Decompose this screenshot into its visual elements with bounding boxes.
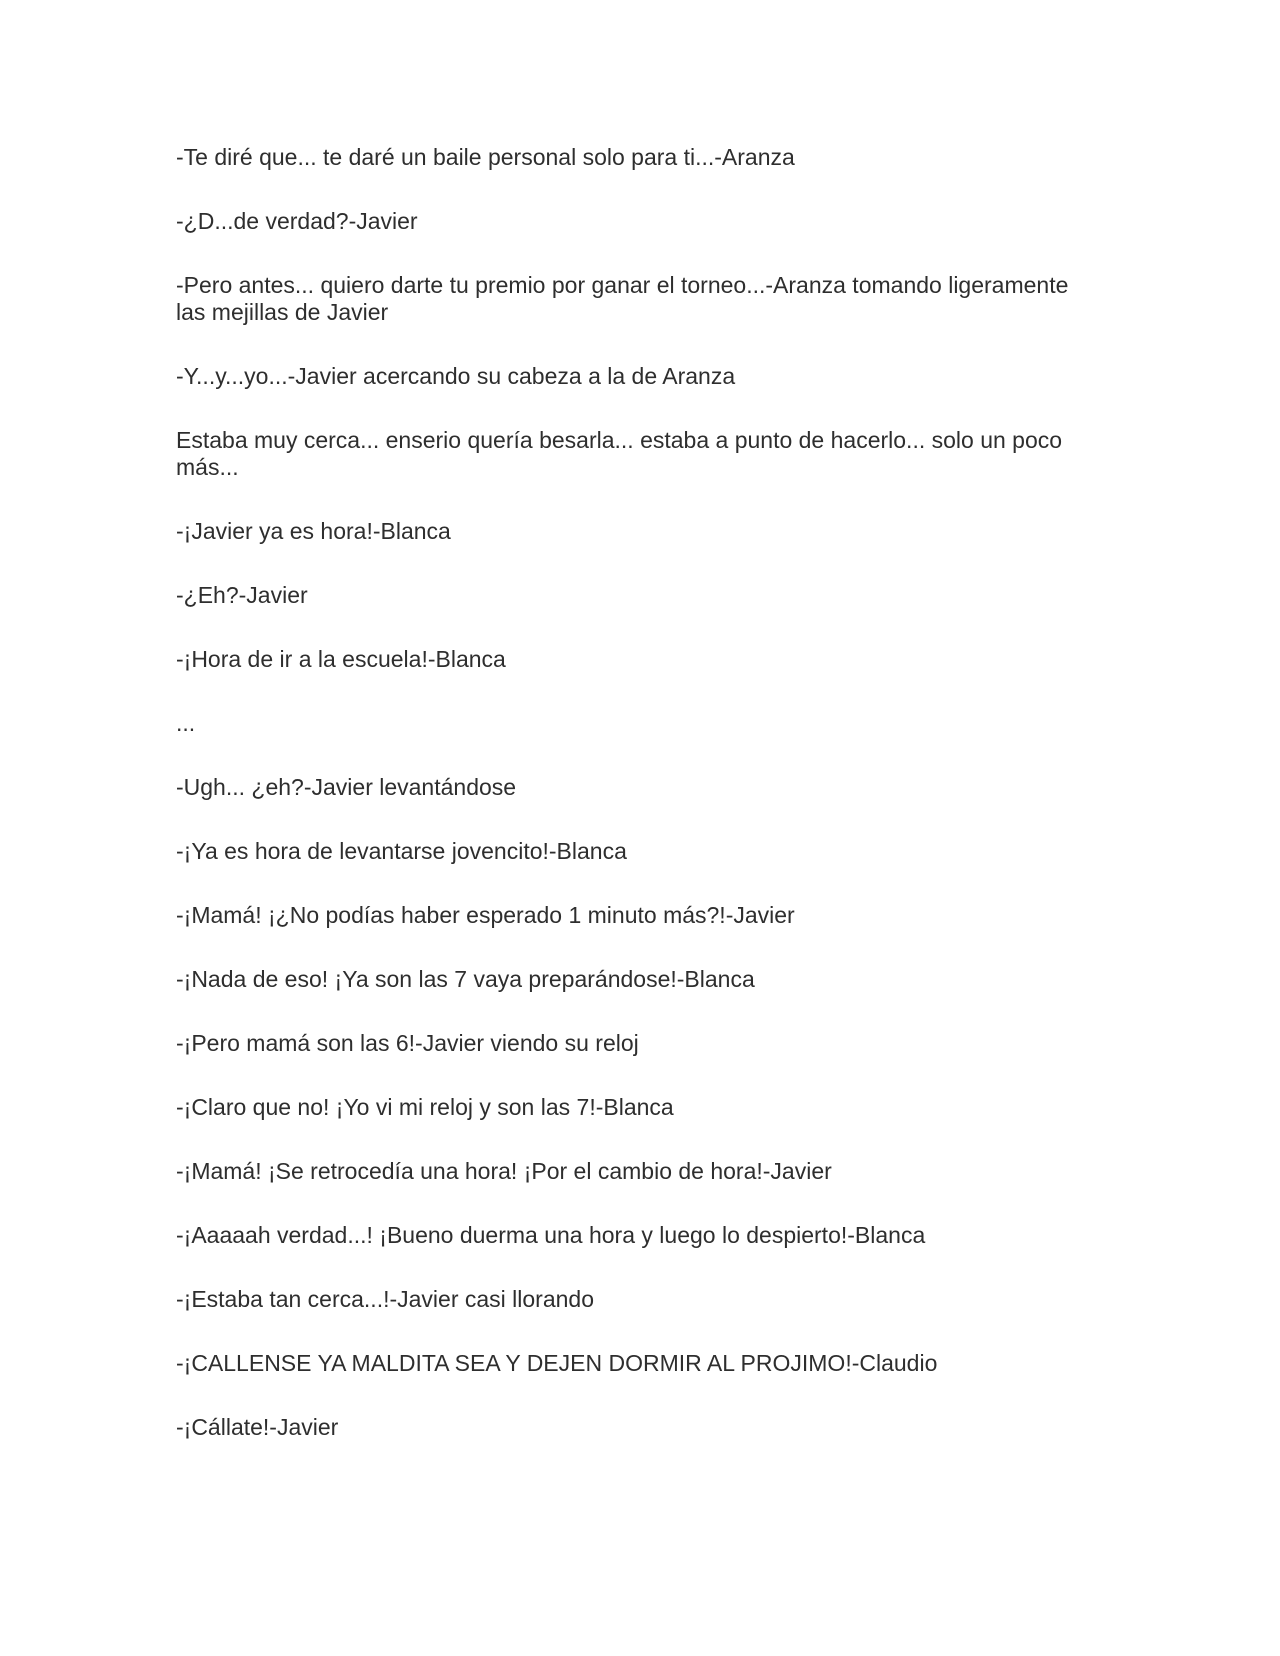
paragraph-10: -Ugh... ¿eh?-Javier levantándose: [176, 774, 517, 800]
paragraph-18: -¡Estaba tan cerca...!-Javier casi llorando: [176, 1286, 595, 1312]
paragraph-11: -¡Ya es hora de levantarse jovencito!-Blanca: [176, 838, 627, 864]
paragraph-2: -¿D...de verdad?-Javier: [176, 208, 418, 234]
paragraph-5: Estaba muy cerca... enserio quería besarla... estaba a punto de hacerlo... solo un poco más...: [176, 427, 1063, 480]
paragraph-9: ...: [176, 710, 196, 736]
paragraph-12: -¡Mamá! ¡¿No podías haber esperado 1 minuto más?!-Javier: [176, 902, 795, 928]
paragraph-7: -¿Eh?-Javier: [176, 582, 308, 608]
paragraph-20: -¡Cállate!-Javier: [176, 1414, 339, 1440]
paragraph-3: -Pero antes... quiero darte tu premio por ganar el torneo...-Aranza tomando ligeramente las mejillas de Javier: [176, 272, 1069, 325]
paragraph-15: -¡Claro que no! ¡Yo vi mi reloj y son las 7!-Blanca: [176, 1094, 674, 1120]
paragraph-13: -¡Nada de eso! ¡Ya son las 7 vaya preparándose!-Blanca: [176, 966, 755, 992]
paragraph-4: -Y...y...yo...-Javier acercando su cabeza a la de Aranza: [176, 363, 736, 389]
paragraph-16: -¡Mamá! ¡Se retrocedía una hora! ¡Por el cambio de hora!-Javier: [176, 1158, 832, 1184]
paragraph-6: -¡Javier ya es hora!-Blanca: [176, 518, 451, 544]
paragraph-19: -¡CALLENSE YA MALDITA SEA Y DEJEN DORMIR AL PROJIMO!-Claudio: [176, 1350, 938, 1376]
paragraph-1: -Te diré que... te daré un baile personal solo para ti...-Aranza: [176, 144, 795, 170]
text-body: [176, 144, 1086, 1478]
paragraph-17: -¡Aaaaah verdad...! ¡Bueno duerma una hora y luego lo despierto!-Blanca: [176, 1222, 926, 1248]
paragraph-8: -¡Hora de ir a la escuela!-Blanca: [176, 646, 506, 672]
paragraph-14: -¡Pero mamá son las 6!-Javier viendo su reloj: [176, 1030, 639, 1056]
